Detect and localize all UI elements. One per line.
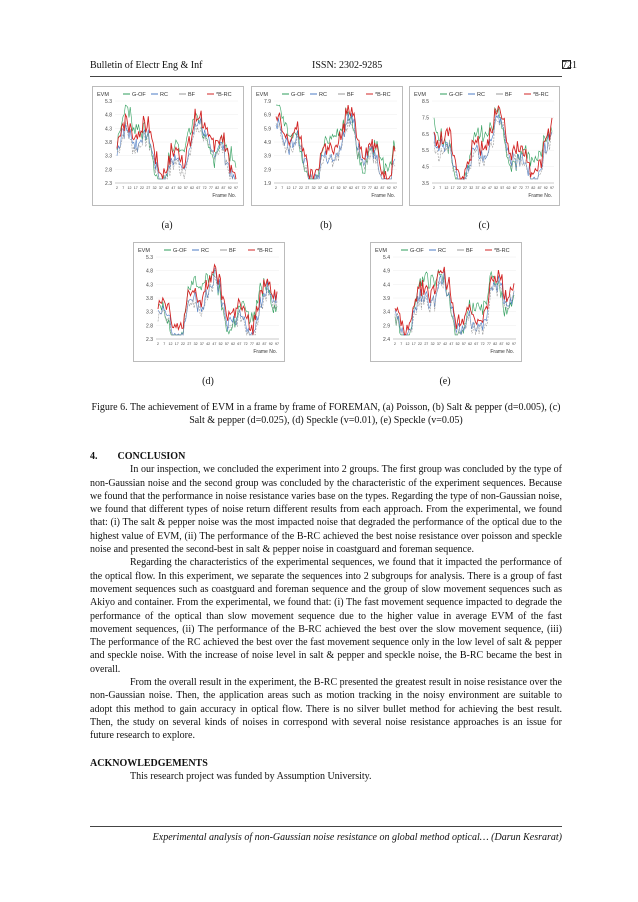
chart-d bbox=[133, 242, 285, 362]
conclusion-section bbox=[90, 450, 562, 743]
x-tick-label: 47 bbox=[330, 186, 335, 190]
x-tick-label: 37 bbox=[158, 186, 163, 190]
y-tick-label: 4.8 bbox=[146, 268, 153, 275]
issn: ISSN: 2302-9285 bbox=[312, 60, 383, 71]
x-tick-label: 67 bbox=[355, 186, 360, 190]
y-tick-label: 5.5 bbox=[422, 148, 429, 155]
x-tick-label: 87 bbox=[262, 342, 267, 346]
x-tick-label: 27 bbox=[424, 342, 429, 346]
x-tick-label: 82 bbox=[531, 186, 536, 190]
x-tick-label: 97 bbox=[234, 186, 238, 190]
x-tick-label: 17 bbox=[174, 342, 179, 346]
x-tick-label: 22 bbox=[181, 342, 186, 346]
x-tick-label: 87 bbox=[499, 342, 504, 346]
y-tick-label: 2.9 bbox=[264, 167, 271, 174]
y-axis-label: EVM bbox=[256, 92, 268, 98]
x-axis-label: Frame No. bbox=[490, 349, 514, 355]
x-tick-label: 52 bbox=[494, 186, 499, 190]
legend-label: BF bbox=[466, 248, 474, 254]
series-line bbox=[434, 106, 552, 179]
x-tick-label: 82 bbox=[215, 186, 220, 190]
chart-c bbox=[409, 86, 560, 206]
x-tick-label: 32 bbox=[152, 186, 157, 190]
chart-e bbox=[370, 242, 522, 362]
y-tick-label: 6.9 bbox=[264, 112, 271, 119]
x-tick-label: 42 bbox=[443, 342, 448, 346]
header-rule bbox=[90, 76, 562, 77]
x-axis-label: Frame No. bbox=[212, 193, 236, 199]
legend-label: *B-RC bbox=[494, 248, 510, 254]
x-tick-label: 42 bbox=[481, 186, 486, 190]
panel-label-a: (a) bbox=[161, 220, 173, 231]
y-tick-label: 2.8 bbox=[105, 167, 112, 174]
x-tick-label: 2 bbox=[157, 342, 159, 346]
x-axis-label: Frame No. bbox=[528, 193, 552, 199]
legend-label: G-OF bbox=[410, 248, 424, 254]
x-tick-label: 27 bbox=[146, 186, 151, 190]
x-tick-label: 47 bbox=[212, 342, 217, 346]
x-tick-label: 12 bbox=[405, 342, 410, 346]
x-tick-label: 67 bbox=[512, 186, 517, 190]
legend-label: BF bbox=[347, 92, 355, 98]
x-tick-label: 37 bbox=[475, 186, 480, 190]
panel-label-e: (e) bbox=[439, 376, 451, 387]
x-tick-label: 22 bbox=[456, 186, 461, 190]
y-tick-label: 3.8 bbox=[105, 140, 112, 146]
x-tick-label: 67 bbox=[474, 342, 479, 346]
x-tick-label: 32 bbox=[430, 342, 435, 346]
x-tick-label: 77 bbox=[367, 186, 372, 190]
x-tick-label: 7 bbox=[163, 342, 166, 346]
y-tick-label: 3.5 bbox=[422, 181, 429, 187]
x-tick-label: 37 bbox=[199, 342, 204, 346]
y-tick-label: 4.4 bbox=[383, 282, 390, 289]
conclusion-heading: 4. CONCLUSION bbox=[90, 451, 186, 462]
x-tick-label: 22 bbox=[140, 186, 145, 190]
legend-label: BF bbox=[505, 92, 513, 98]
y-tick-label: 2.3 bbox=[146, 337, 153, 343]
conclusion-paragraph: From the overall result in the experiment, the B-RC presented the greatest result in noise resistance over the non-Gaussian noise. Then, the application areas such as motion tracking in the noisy environment are suitable to adopt this method to gain accuracy in optical flow. There is no silver bullet method for achieving the best result. Then, the study on several kinds of noises in correspond with several noise resistance approaches is an issue for future research to explore. bbox=[90, 677, 562, 742]
x-tick-label: 12 bbox=[168, 342, 173, 346]
x-tick-label: 17 bbox=[133, 186, 138, 190]
x-tick-label: 52 bbox=[177, 186, 182, 190]
x-tick-label: 92 bbox=[227, 186, 232, 190]
x-tick-label: 72 bbox=[202, 186, 207, 190]
x-tick-label: 47 bbox=[171, 186, 176, 190]
x-tick-label: 57 bbox=[342, 186, 347, 190]
x-tick-label: 77 bbox=[249, 342, 254, 346]
x-tick-label: 22 bbox=[299, 186, 304, 190]
x-tick-label: 47 bbox=[449, 342, 454, 346]
x-tick-label: 72 bbox=[518, 186, 523, 190]
y-tick-label: 3.8 bbox=[146, 296, 153, 302]
x-tick-label: 7 bbox=[439, 186, 442, 190]
x-tick-label: 12 bbox=[286, 186, 291, 190]
legend-label: RC bbox=[201, 248, 209, 254]
y-tick-label: 2.9 bbox=[383, 323, 390, 330]
x-tick-label: 77 bbox=[486, 342, 491, 346]
x-axis-label: Frame No. bbox=[253, 349, 277, 355]
legend-label: BF bbox=[188, 92, 196, 98]
conclusion-paragraph: In our inspection, we concluded the experiment into 2 groups. The first group was concluded by the type of non-Gaussian noise and the second group was concluded by the characteristic of the experiment sequences. Because we found that the performance in noise resistance varies base on the types. Regarding the type of non-Gaussian noise, we found that different types of noise return different results from each approach. From the experimental, we found that: (i) The salt & pepper noise was the most impacted noise that degraded the performance of the optical due to the highest value of EVM, (ii) The performance of the B-RC achieved the best noise resistance over poisson and speckle noise and presented the second-best in salt & pepper noise in coastguard and foreman sequence. bbox=[90, 464, 562, 556]
panel-label-b: (b) bbox=[320, 220, 332, 231]
x-tick-label: 97 bbox=[393, 186, 397, 190]
x-tick-label: 32 bbox=[469, 186, 474, 190]
chart-b bbox=[251, 86, 403, 206]
legend-label: BF bbox=[229, 248, 237, 254]
x-tick-label: 92 bbox=[268, 342, 273, 346]
y-tick-label: 4.9 bbox=[383, 268, 390, 275]
x-tick-label: 72 bbox=[480, 342, 485, 346]
x-tick-label: 32 bbox=[311, 186, 316, 190]
x-tick-label: 82 bbox=[374, 186, 379, 190]
panel-label-d: (d) bbox=[202, 376, 214, 387]
x-tick-label: 87 bbox=[380, 186, 385, 190]
x-tick-label: 2 bbox=[275, 186, 277, 190]
x-tick-label: 77 bbox=[525, 186, 530, 190]
y-tick-label: 3.3 bbox=[146, 309, 153, 316]
series-line bbox=[276, 119, 395, 179]
x-axis-label: Frame No. bbox=[371, 193, 395, 199]
chart-a bbox=[92, 86, 244, 206]
legend-label: G-OF bbox=[291, 92, 305, 98]
x-tick-label: 37 bbox=[436, 342, 441, 346]
legend-label: RC bbox=[438, 248, 446, 254]
y-tick-label: 4.5 bbox=[422, 164, 429, 171]
x-tick-label: 17 bbox=[450, 186, 455, 190]
x-tick-label: 92 bbox=[543, 186, 548, 190]
x-tick-label: 2 bbox=[116, 186, 118, 190]
x-tick-label: 7 bbox=[400, 342, 403, 346]
x-tick-label: 87 bbox=[221, 186, 226, 190]
y-tick-label: 8.5 bbox=[422, 99, 429, 105]
x-tick-label: 57 bbox=[500, 186, 505, 190]
x-tick-label: 22 bbox=[418, 342, 423, 346]
x-tick-label: 42 bbox=[206, 342, 211, 346]
legend-label: G-OF bbox=[132, 92, 146, 98]
x-tick-label: 12 bbox=[444, 186, 449, 190]
y-tick-label: 4.3 bbox=[105, 126, 112, 133]
y-tick-label: 2.3 bbox=[105, 181, 112, 187]
x-tick-label: 27 bbox=[305, 186, 310, 190]
x-tick-label: 42 bbox=[165, 186, 170, 190]
y-tick-label: 3.3 bbox=[105, 153, 112, 160]
x-tick-label: 7 bbox=[122, 186, 125, 190]
x-tick-label: 82 bbox=[493, 342, 498, 346]
x-tick-label: 77 bbox=[208, 186, 213, 190]
acknowledgements-section bbox=[90, 757, 562, 784]
y-tick-label: 5.9 bbox=[264, 126, 271, 133]
x-tick-label: 62 bbox=[190, 186, 195, 190]
y-tick-label: 4.9 bbox=[264, 140, 271, 146]
page-number: 721 bbox=[562, 60, 577, 71]
legend-label: G-OF bbox=[449, 92, 463, 98]
panel-label-c: (c) bbox=[478, 220, 490, 231]
x-tick-label: 32 bbox=[193, 342, 198, 346]
x-tick-label: 52 bbox=[455, 342, 460, 346]
x-tick-label: 37 bbox=[317, 186, 322, 190]
y-tick-label: 4.8 bbox=[105, 112, 112, 119]
y-tick-label: 7.9 bbox=[264, 99, 271, 105]
x-tick-label: 72 bbox=[243, 342, 248, 346]
x-tick-label: 67 bbox=[196, 186, 201, 190]
x-tick-label: 12 bbox=[127, 186, 132, 190]
conclusion-paragraph: Regarding the characteristics of the experimental sequences, we found that it impacted the performance of the optical flow. In this experiment, we separate the sequences into 2 subgroups for analysis. There is a group of fast movement sequences such as coastguard and foreman sequence and the group of slow movement sequences such as Akiyo and container. From the experimental, we found that: (i) The fast movement sequence impacted to degrade the performance of the optical than slow movement sequence due to the higher value in average EVM of the fast movement sequences, (ii) The performance of the B-RC achieved the best over the slow movement sequence, (iii) The performance of the RC achieved the best over the fast movement sequence only in the low level of salt & pepper and speckle noise. With the increase of noise level in salt & pepper and speckle noise, the B-RC became the best in overall. bbox=[90, 557, 562, 675]
y-tick-label: 5.3 bbox=[146, 255, 153, 261]
x-tick-label: 27 bbox=[463, 186, 468, 190]
y-axis-label: EVM bbox=[138, 248, 150, 254]
figure-caption: Figure 6. The achievement of EVM in a frame by frame of FOREMAN, (a) Poisson, (b) Salt & pepper (d=0.005), (c) Salt & pepper (d=0.025), (d) Speckle (v=0.01), (e) Speckle (v=0.05) bbox=[91, 402, 561, 426]
y-tick-label: 3.9 bbox=[264, 153, 271, 160]
x-tick-label: 27 bbox=[187, 342, 192, 346]
y-axis-label: EVM bbox=[97, 92, 109, 98]
x-tick-label: 62 bbox=[506, 186, 511, 190]
x-tick-label: 67 bbox=[237, 342, 242, 346]
y-tick-label: 2.4 bbox=[383, 337, 390, 343]
page-footer: Experimental analysis of non-Gaussian noise resistance on global method optical… (Darun Kesrarat) bbox=[152, 832, 562, 843]
x-tick-label: 62 bbox=[231, 342, 236, 346]
y-tick-label: 7.5 bbox=[422, 115, 429, 122]
x-tick-label: 42 bbox=[324, 186, 329, 190]
x-tick-label: 97 bbox=[512, 342, 516, 346]
series-line bbox=[158, 265, 277, 335]
x-tick-label: 62 bbox=[349, 186, 354, 190]
legend-label: *B-RC bbox=[257, 248, 273, 254]
x-tick-label: 57 bbox=[224, 342, 229, 346]
x-tick-label: 87 bbox=[537, 186, 542, 190]
y-tick-label: 5.4 bbox=[383, 255, 390, 261]
legend-label: RC bbox=[477, 92, 485, 98]
y-tick-label: 6.5 bbox=[422, 131, 429, 138]
x-tick-label: 2 bbox=[394, 342, 396, 346]
y-tick-label: 2.8 bbox=[146, 323, 153, 330]
x-tick-label: 72 bbox=[361, 186, 366, 190]
series-line bbox=[117, 109, 236, 179]
x-tick-label: 7 bbox=[281, 186, 284, 190]
y-tick-label: 4.3 bbox=[146, 282, 153, 289]
x-tick-label: 17 bbox=[292, 186, 297, 190]
legend-label: *B-RC bbox=[375, 92, 391, 98]
acknowledgements-heading: ACKNOWLEDGEMENTS bbox=[90, 758, 208, 769]
x-tick-label: 92 bbox=[505, 342, 510, 346]
x-tick-label: 47 bbox=[487, 186, 492, 190]
legend-label: G-OF bbox=[173, 248, 187, 254]
x-tick-label: 52 bbox=[336, 186, 341, 190]
x-tick-label: 82 bbox=[256, 342, 261, 346]
x-tick-label: 52 bbox=[218, 342, 223, 346]
legend-label: RC bbox=[160, 92, 168, 98]
footer-rule bbox=[90, 826, 562, 827]
x-tick-label: 57 bbox=[461, 342, 466, 346]
x-tick-label: 97 bbox=[275, 342, 279, 346]
x-tick-label: 2 bbox=[433, 186, 435, 190]
journal-name: Bulletin of Electr Eng & Inf bbox=[90, 60, 203, 71]
acknowledgements-text: This research project was funded by Assumption University. bbox=[130, 771, 372, 783]
y-axis-label: EVM bbox=[375, 248, 387, 254]
y-tick-label: 3.9 bbox=[383, 296, 390, 302]
legend-label: *B-RC bbox=[533, 92, 549, 98]
y-tick-label: 1.9 bbox=[264, 181, 271, 187]
y-tick-label: 5.3 bbox=[105, 99, 112, 105]
x-tick-label: 92 bbox=[386, 186, 391, 190]
x-tick-label: 17 bbox=[411, 342, 416, 346]
y-tick-label: 3.4 bbox=[383, 309, 390, 316]
x-tick-label: 57 bbox=[183, 186, 188, 190]
x-tick-label: 97 bbox=[550, 186, 554, 190]
y-axis-label: EVM bbox=[414, 92, 426, 98]
legend-label: RC bbox=[319, 92, 327, 98]
x-tick-label: 62 bbox=[468, 342, 473, 346]
legend-label: *B-RC bbox=[216, 92, 232, 98]
